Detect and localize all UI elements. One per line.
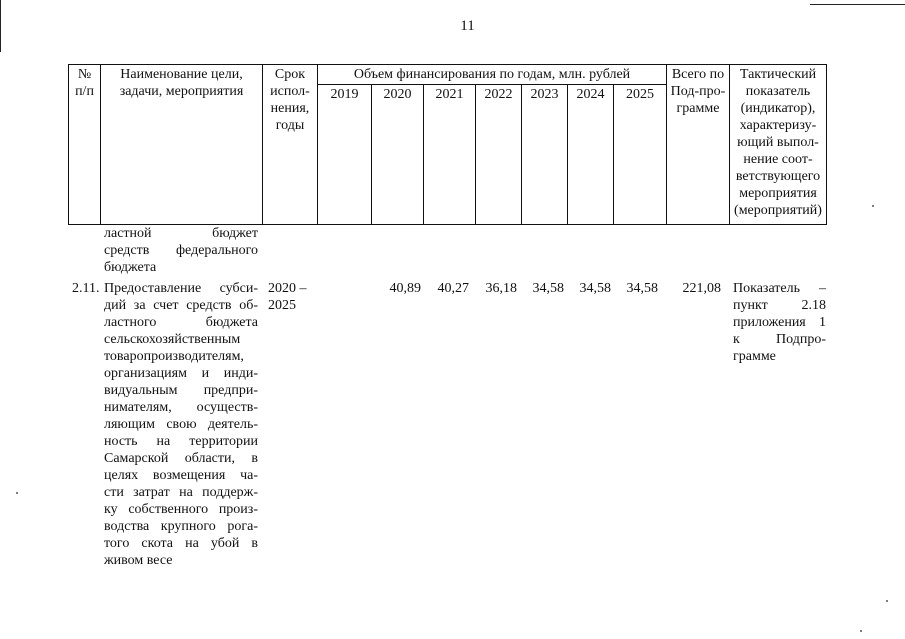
row-indicator-line: пункт 2.18 (733, 298, 826, 313)
value-2024: 34,58 (579, 281, 611, 296)
row-term (268, 280, 318, 314)
row-name-line: ность на территории (104, 434, 258, 449)
header-total: Всего по Под-про-грамме (667, 65, 730, 225)
header-year: 2023 (522, 85, 568, 225)
value-2021: 40,27 (437, 281, 469, 296)
row-name-line: целях возмещения ча- (104, 468, 258, 483)
continuation-text (104, 225, 258, 276)
row-name-line: живом весе (104, 553, 173, 568)
row-name-line: ку собственного произ- (104, 502, 258, 517)
row-name-line: того скота на убой в (104, 536, 258, 551)
row-name-line: ластного бюджета (104, 315, 258, 330)
row-name-line: Самарской области, в (104, 451, 258, 466)
header-year: 2025 (614, 85, 667, 225)
header-financing: Объем финансирования по годам, млн. рублей (318, 65, 667, 85)
row-name-line: сти затрат на поддерж- (104, 485, 258, 500)
header-table (68, 64, 827, 225)
continuation-line: ластной бюджет (104, 226, 258, 241)
row-name-line: дий за счет средств об- (104, 298, 258, 313)
header-year: 2019 (318, 85, 372, 225)
row-name-line: сельскохозяйственным (104, 332, 241, 347)
row-number: 2.11. (72, 281, 100, 296)
row-name-line: видуальным предпри- (104, 383, 258, 398)
continuation-line: бюджета (104, 260, 157, 275)
page-number: 11 (460, 18, 475, 34)
row-indicator-line: приложения 1 (733, 315, 826, 330)
scan-speck (886, 600, 888, 602)
header-year: 2022 (476, 85, 522, 225)
value-2020: 40,89 (389, 281, 421, 296)
row-indicator (733, 280, 826, 365)
header-term: Срок испол-нения, годы (263, 65, 318, 225)
scan-speck (860, 630, 862, 632)
row-name-line: организациям и инди- (104, 366, 258, 381)
continuation-line: средств федерального (104, 243, 258, 258)
row-term-line: 2020 – (268, 281, 307, 296)
row-name (104, 280, 258, 569)
value-total: 221,08 (682, 281, 721, 296)
row-indicator-line: Показатель – (733, 281, 826, 296)
value-2022: 36,18 (485, 281, 517, 296)
header-year: 2024 (568, 85, 614, 225)
value-2023: 34,58 (532, 281, 564, 296)
value-2025: 34,58 (626, 281, 658, 296)
row-name-line: водства крупного рога- (104, 519, 258, 534)
row-name-line: товаропроизводителям, (104, 349, 244, 364)
scan-speck (872, 205, 874, 207)
header-name: Наименование цели, задачи, мероприятия (101, 65, 263, 225)
row-name-line: ляющим свою деятель- (104, 417, 258, 432)
row-term-line: 2025 (268, 298, 296, 313)
row-indicator-line: к Подпро- (733, 332, 826, 347)
header-year: 2020 (372, 85, 424, 225)
row-name-line: Предоставление субси- (104, 281, 258, 296)
header-year: 2021 (424, 85, 476, 225)
header-num: № п/п (69, 65, 101, 225)
row-name-line: нимателям, осуществ- (104, 400, 258, 415)
scan-edge-top (810, 4, 905, 5)
header-indicator: Тактический показатель (индикатор), характеризу-ющий выпол-нение соот-ветствующего мероприятия (мероприятий) (730, 65, 827, 225)
scan-speck (16, 492, 18, 494)
row-indicator-line: грамме (733, 349, 776, 364)
